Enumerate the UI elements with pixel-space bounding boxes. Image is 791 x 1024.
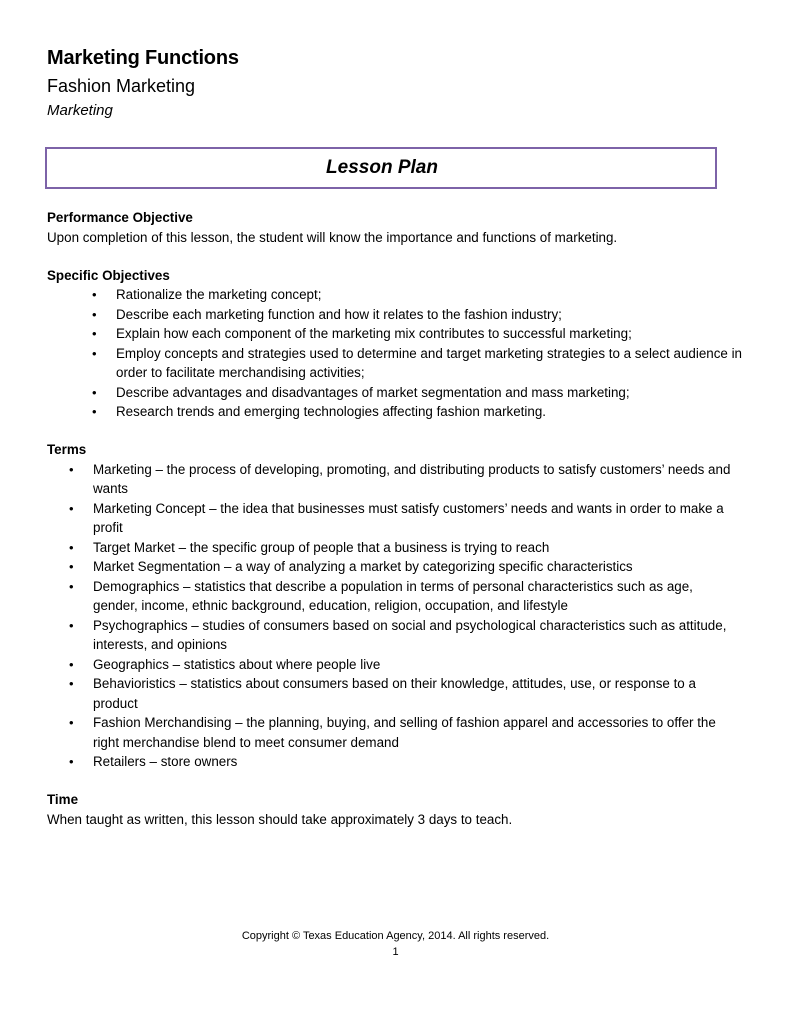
bullet-icon: • xyxy=(92,345,97,361)
time-section xyxy=(47,790,747,829)
term-text: Marketing Concept – the idea that businesses must satisfy customers’ needs and wants in order to make a profit xyxy=(93,500,724,535)
term-text: Retailers – store owners xyxy=(93,754,238,769)
objective-text: Rationalize the marketing concept; xyxy=(116,287,322,302)
objective-item xyxy=(47,383,747,403)
objective-item xyxy=(47,344,747,383)
performance-objective-section xyxy=(47,208,747,247)
specific-objectives-list xyxy=(47,285,747,422)
bullet-icon: • xyxy=(69,500,74,516)
bullet-icon: • xyxy=(69,559,74,574)
bullet-icon: • xyxy=(69,617,74,633)
objective-item xyxy=(47,305,747,325)
page-footer xyxy=(0,928,791,960)
bullet-icon: • xyxy=(92,287,97,302)
terms-list xyxy=(47,460,747,772)
lesson-content xyxy=(47,208,747,829)
objective-text: Employ concepts and strategies used to determine and target marketing strategies to a select audience in order to facilitate merchandising activities; xyxy=(116,345,742,380)
term-text: Geographics – statistics about where people live xyxy=(93,656,381,672)
term-item xyxy=(47,538,747,558)
term-text: Demographics – statistics that describe a population in terms of personal characteristics such as age, gender, income, ethnic background, education, religion, occupation, and lifestyle xyxy=(93,578,693,613)
bullet-icon: • xyxy=(69,676,74,691)
objective-item xyxy=(47,285,747,305)
term-text: Behavioristics – statistics about consumers based on their knowledge, attitudes, use, or response to a product xyxy=(93,676,696,711)
bullet-icon: • xyxy=(92,306,97,322)
objective-text: Explain how each component of the marketing mix contributes to successful marketing; xyxy=(116,326,632,341)
term-item xyxy=(47,499,747,538)
document-title: Marketing Functions xyxy=(47,47,239,69)
terms-heading: Terms xyxy=(47,442,87,457)
course-subtitle: Fashion Marketing xyxy=(47,76,196,96)
term-item xyxy=(47,752,747,772)
objective-item xyxy=(47,324,747,344)
bullet-icon: • xyxy=(69,754,74,769)
performance-objective-heading: Performance Objective xyxy=(47,210,193,225)
term-item xyxy=(47,460,747,499)
page-number: 1 xyxy=(392,946,399,958)
objective-text: Describe advantages and disadvantages of market segmentation and mass marketing; xyxy=(116,384,630,400)
bullet-icon: • xyxy=(69,656,74,672)
objective-text: Describe each marketing function and how it relates to the fashion industry; xyxy=(116,306,562,322)
bullet-icon: • xyxy=(69,715,74,730)
copyright-notice: Copyright © Texas Education Agency, 2014. All rights reserved. xyxy=(241,930,550,942)
time-text: When taught as written, this lesson should take approximately 3 days to teach. xyxy=(47,811,513,827)
objective-text: Research trends and emerging technologies affecting fashion marketing. xyxy=(116,404,546,419)
term-item xyxy=(47,616,747,655)
bullet-icon: • xyxy=(69,578,74,594)
course-category: Marketing xyxy=(47,102,113,119)
term-text: Psychographics – studies of consumers based on social and psychological characteristics such as attitude, interests, and opinions xyxy=(93,617,727,652)
lesson-plan-title: Lesson Plan xyxy=(326,157,438,178)
term-item xyxy=(47,557,747,577)
term-item xyxy=(47,655,747,675)
terms-section xyxy=(47,440,747,772)
term-item xyxy=(47,577,747,616)
term-item xyxy=(47,674,747,713)
performance-objective-text: Upon completion of this lesson, the student will know the importance and functions of marketing. xyxy=(47,229,618,245)
specific-objectives-section xyxy=(47,266,747,422)
term-text: Fashion Merchandising – the planning, buying, and selling of fashion apparel and accessories to offer the right merchandise blend to meet consumer demand xyxy=(93,715,716,750)
bullet-icon: • xyxy=(92,384,97,400)
term-text: Marketing – the process of developing, promoting, and distributing products to satisfy customers’ needs and wants xyxy=(93,461,731,496)
objective-item xyxy=(47,402,747,422)
specific-objectives-heading: Specific Objectives xyxy=(47,267,170,283)
bullet-icon: • xyxy=(69,461,74,477)
lesson-plan-banner xyxy=(45,147,717,189)
time-heading: Time xyxy=(47,792,79,807)
bullet-icon: • xyxy=(92,326,97,341)
term-text: Target Market – the specific group of people that a business is trying to reach xyxy=(93,539,550,555)
term-item xyxy=(47,713,747,752)
term-text: Market Segmentation – a way of analyzing a market by categorizing specific characteristics xyxy=(93,559,633,574)
bullet-icon: • xyxy=(69,539,74,555)
bullet-icon: • xyxy=(92,404,97,419)
